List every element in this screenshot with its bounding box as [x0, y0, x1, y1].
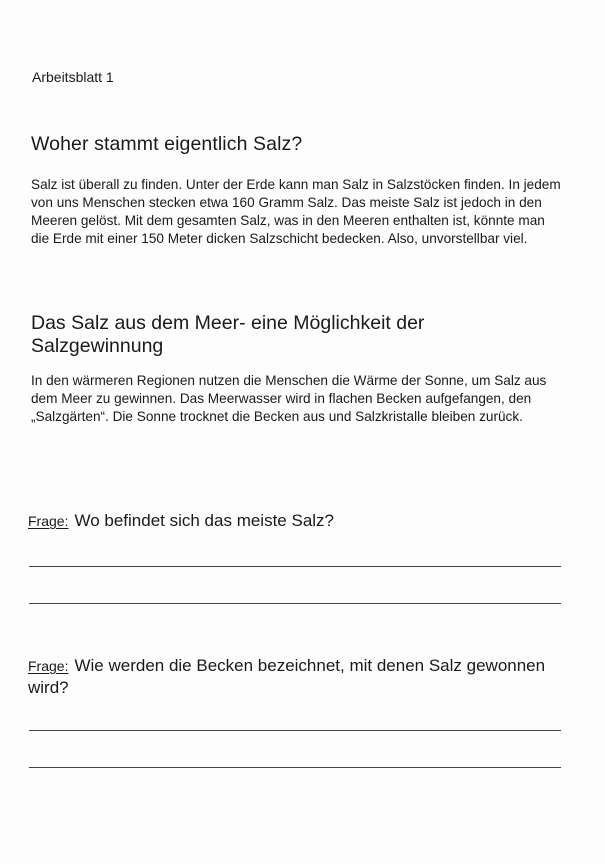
- question-2: [28, 655, 548, 699]
- question-1-text: Wo befindet sich das meiste Salz?: [74, 511, 335, 530]
- answer-line-2b[interactable]: [29, 767, 561, 768]
- question-1: [28, 510, 548, 532]
- question-2-prefix: Frage:: [28, 658, 69, 674]
- answer-line-1b[interactable]: [29, 603, 561, 604]
- section1-title: Woher stammt eigentlich Salz?: [31, 133, 303, 155]
- section2-title: Das Salz aus dem Meer- eine Möglichkeit der Salzgewinnung: [31, 312, 425, 357]
- section1-paragraph: Salz ist überall zu finden. Unter der Erde kann man Salz in Salzstöcken finden. In jedem von uns Menschen stecken etwa 160 Gramm Salz. Das meiste Salz ist jedoch in den Meeren gelöst. Mit dem gesamten Salz, was in den Meeren enthalten ist, könnte man die Erde mit einer 150 Meter dicken Salzschicht bedecken. Also, unvorstellbar viel.: [31, 177, 561, 246]
- section2-paragraph: In den wärmeren Regionen nutzen die Menschen die Wärme der Sonne, um Salz aus dem Meer zu gewinnen. Das Meerwasser wird in flachen Becken aufgefangen, den „Salzgärten“. Die Sonne trocknet die Becken aus und Salzkristalle bleiben zurück.: [31, 373, 547, 424]
- question-1-prefix: Frage:: [28, 513, 69, 529]
- worksheet-label: Arbeitsblatt 1: [32, 69, 114, 85]
- answer-line-2a[interactable]: [29, 730, 561, 731]
- answer-line-1a[interactable]: [29, 566, 561, 567]
- question-2-text: Wie werden die Becken bezeichnet, mit denen Salz gewonnen wird?: [28, 656, 546, 697]
